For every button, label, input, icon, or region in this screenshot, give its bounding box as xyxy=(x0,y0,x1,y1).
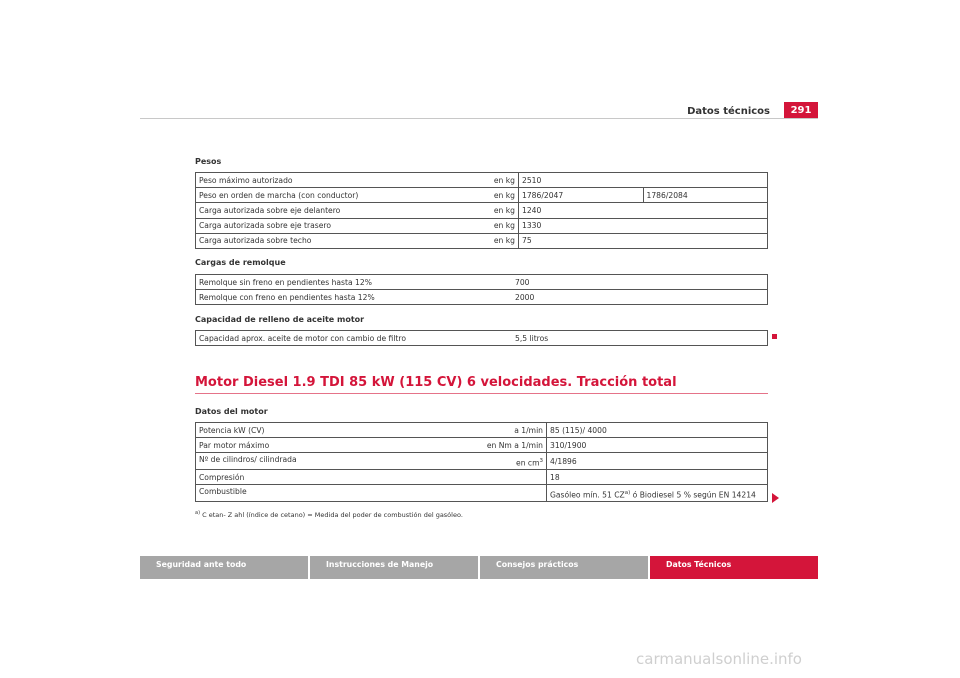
row-value: 700 xyxy=(512,275,768,290)
row-label: Capacidad aprox. aceite de motor con cambio de filtro xyxy=(196,331,513,346)
footnote-text: C etan- Z ahl (índice de cetano) = Medida del poder de combustión del gasóleo. xyxy=(202,511,463,520)
section-title-motor: Datos del motor xyxy=(195,407,268,416)
table-row xyxy=(196,233,768,248)
row-label: Compresión xyxy=(196,470,483,485)
unit-text: en cm xyxy=(516,458,540,468)
remolque-table xyxy=(195,274,768,305)
table-row xyxy=(196,423,768,438)
value-text: Gasóleo mín. 51 CZ xyxy=(550,490,625,500)
row-label: Nº de cilindros/ cilindrada xyxy=(196,453,483,470)
row-label: Carga autorizada sobre eje trasero xyxy=(196,218,483,233)
nav-tab-instrucciones[interactable]: Instrucciones de Manejo xyxy=(310,556,478,579)
footnote-mark: a) xyxy=(195,510,201,516)
nav-tab-consejos[interactable]: Consejos prácticos xyxy=(480,556,648,579)
row-unit: en Nm a 1/min xyxy=(482,438,547,453)
table-row xyxy=(196,290,768,305)
table-row xyxy=(196,188,768,203)
row-value: 310/1900 xyxy=(547,438,768,453)
footnote-ref: a) xyxy=(624,489,631,496)
table-row xyxy=(196,218,768,233)
section-title-aceite: Capacidad de relleno de aceite motor xyxy=(195,315,365,324)
row-label: Remolque sin freno en pendientes hasta 12% xyxy=(196,275,513,290)
row-unit: en kg xyxy=(482,203,519,218)
row-value xyxy=(547,485,768,502)
table-row xyxy=(196,453,768,470)
row-value: 85 (115)/ 4000 xyxy=(547,423,768,438)
heading-rule xyxy=(195,393,768,394)
row-value: 2000 xyxy=(512,290,768,305)
section-title-remolque: Cargas de remolque xyxy=(195,258,286,267)
page-header-title: Datos técnicos xyxy=(687,106,770,117)
row-label: Peso en orden de marcha (con conductor) xyxy=(196,188,483,203)
section-nav xyxy=(140,556,818,579)
row-value: 1786/2047 xyxy=(519,188,644,203)
section-title-pesos: Pesos xyxy=(195,157,222,166)
row-unit xyxy=(482,453,547,470)
table-row xyxy=(196,438,768,453)
table-row xyxy=(196,275,768,290)
row-value: 75 xyxy=(519,233,768,248)
row-unit xyxy=(482,485,547,502)
motor-heading: Motor Diesel 1.9 TDI 85 kW (115 CV) 6 velocidades. Tracción total xyxy=(195,375,677,390)
row-value: 2510 xyxy=(519,173,768,188)
aceite-table xyxy=(195,330,768,346)
value-text-rest: ó Biodiesel 5 % según EN 14214 xyxy=(630,490,756,500)
nav-tab-datos-tecnicos[interactable]: Datos Técnicos xyxy=(650,556,818,579)
row-value: 1240 xyxy=(519,203,768,218)
row-label: Carga autorizada sobre techo xyxy=(196,233,483,248)
row-unit: en kg xyxy=(482,233,519,248)
row-unit xyxy=(482,470,547,485)
table-row xyxy=(196,485,768,502)
row-label: Remolque con freno en pendientes hasta 12% xyxy=(196,290,513,305)
pesos-table xyxy=(195,172,768,249)
row-label: Par motor máximo xyxy=(196,438,483,453)
header-rule xyxy=(140,118,818,119)
watermark: carmanualsonline.info xyxy=(636,650,802,668)
row-label: Peso máximo autorizado xyxy=(196,173,483,188)
row-label: Combustible xyxy=(196,485,483,502)
continue-arrow-icon xyxy=(772,493,779,503)
page-number: 291 xyxy=(784,102,818,119)
row-value: 1330 xyxy=(519,218,768,233)
row-value: 5,5 litros xyxy=(512,331,768,346)
section-end-marker xyxy=(772,334,777,339)
table-row xyxy=(196,173,768,188)
unit-superscript: 3 xyxy=(539,457,543,464)
row-value: 4/1896 xyxy=(547,453,768,470)
table-row xyxy=(196,331,768,346)
row-label: Potencia kW (CV) xyxy=(196,423,483,438)
row-unit: en kg xyxy=(482,218,519,233)
table-row xyxy=(196,203,768,218)
row-value: 18 xyxy=(547,470,768,485)
footnote xyxy=(195,510,463,519)
table-row xyxy=(196,470,768,485)
row-unit: en kg xyxy=(482,188,519,203)
row-unit: en kg xyxy=(482,173,519,188)
row-value-2: 1786/2084 xyxy=(643,188,768,203)
nav-tab-seguridad[interactable]: Seguridad ante todo xyxy=(140,556,308,579)
row-label: Carga autorizada sobre eje delantero xyxy=(196,203,483,218)
row-unit: a 1/min xyxy=(482,423,547,438)
motor-table xyxy=(195,422,768,502)
